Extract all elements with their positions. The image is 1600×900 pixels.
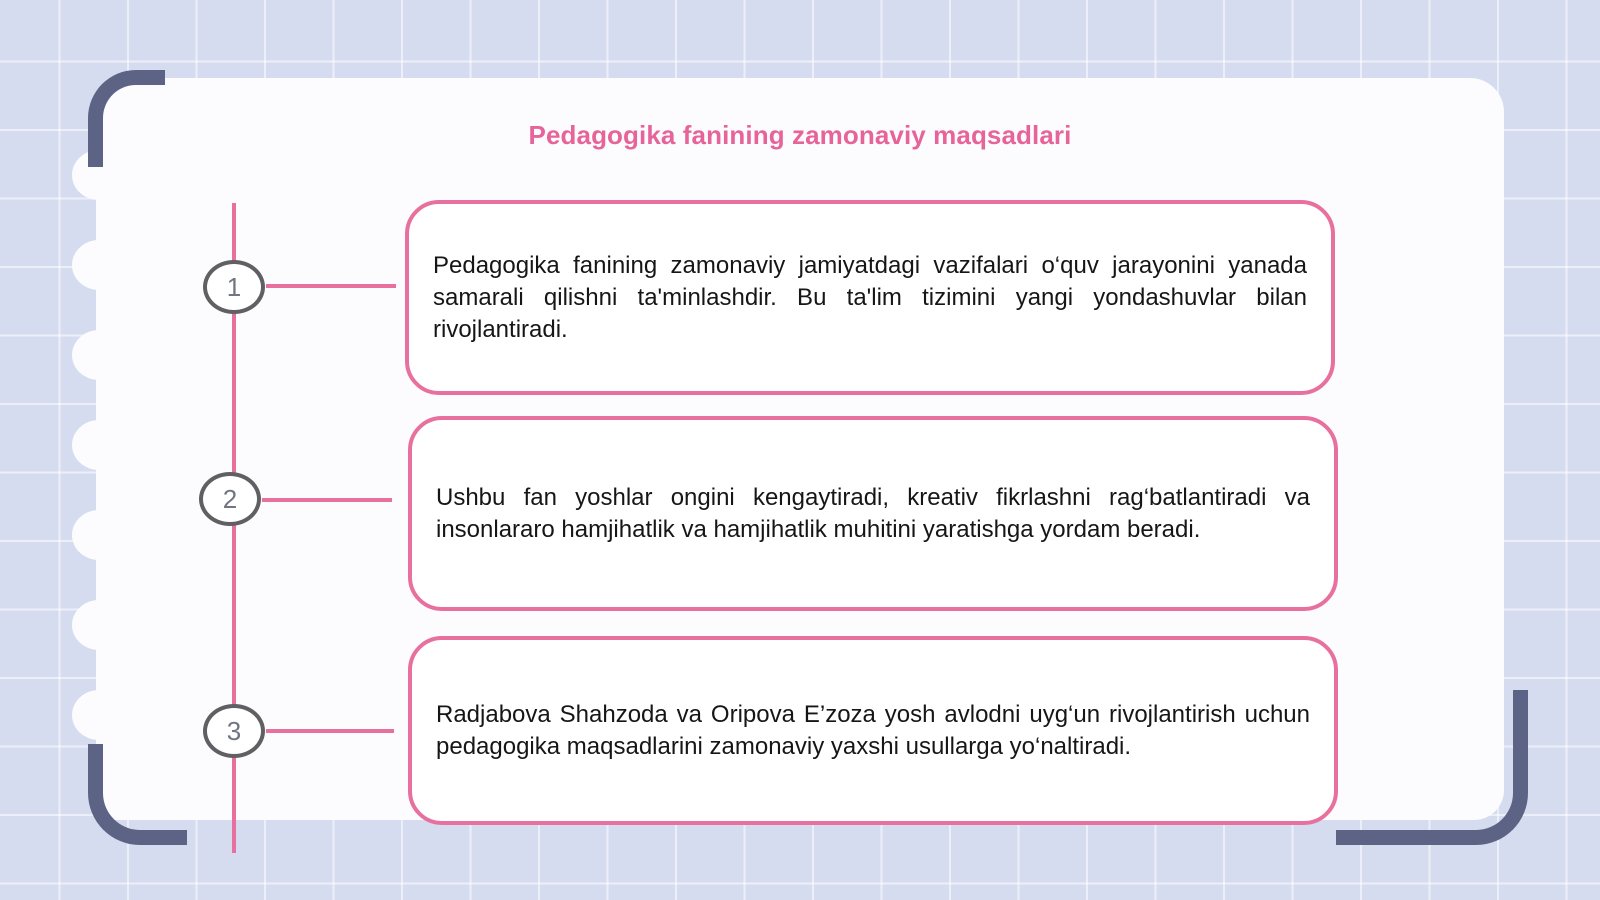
step-number-2: 2 — [199, 472, 261, 526]
frame-corner-top-left — [88, 70, 165, 167]
step-number-3: 3 — [203, 704, 265, 758]
paper-scallop — [72, 240, 126, 290]
frame-corner-bottom-right — [1336, 690, 1528, 845]
paper-scallop — [72, 510, 126, 560]
paper-scallop — [72, 330, 126, 380]
frame-corner-bottom-left — [88, 744, 187, 845]
step-number-1: 1 — [203, 260, 265, 314]
goal-card-text: Radjabova Shahzoda va Oripova E’zoza yosh avlodni uyg‘un rivojlantirish uchun pedagogika maqsadlarini zamonaviy yaxshi usullarga yo‘naltiradi. — [436, 700, 1310, 760]
paper-scallop — [72, 690, 126, 740]
slide-title: Pedagogika fanining zamonaviy maqsadlari — [528, 120, 1072, 150]
goal-card-text: Pedagogika fanining zamonaviy jamiyatdagi vazifalari o‘quv jarayonini yanada samarali qilishni ta'minlashdir. Bu ta'lim tizimini yangi yondashuvlar bilan rivojlantiradi. — [433, 251, 1307, 343]
timeline-connector-1 — [266, 284, 396, 288]
paper-scallop — [72, 600, 126, 650]
timeline-connector-2 — [262, 498, 392, 502]
goal-card-1 — [405, 200, 1335, 395]
goal-card-text: Ushbu fan yoshlar ongini kengaytiradi, kreativ fikrlashni rag‘batlantiradi va insonlararo hamjihatlik va hamjihatlik muhitini yaratishga yordam beradi. — [436, 483, 1310, 543]
timeline-connector-3 — [266, 729, 394, 733]
goal-card-3 — [408, 636, 1338, 825]
goal-card-2 — [408, 416, 1338, 611]
paper-scallop — [72, 420, 126, 470]
